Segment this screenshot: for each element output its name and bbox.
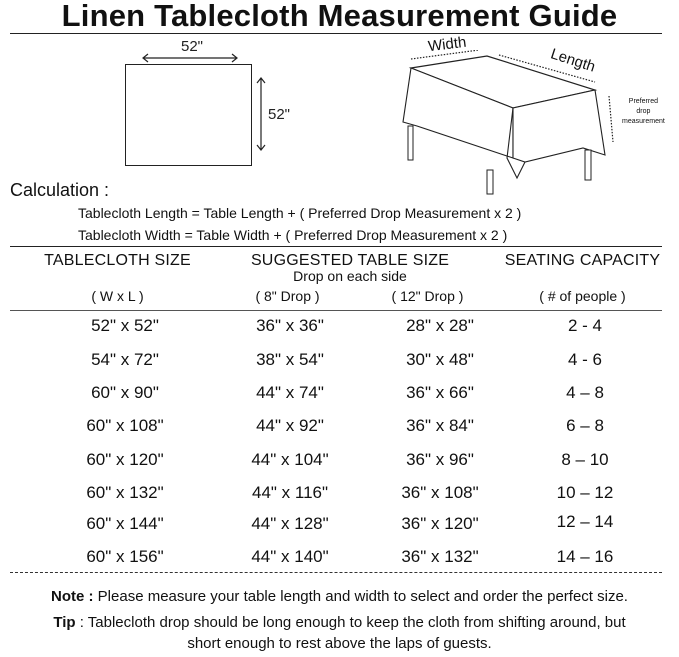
note-label: Note :	[51, 588, 94, 605]
header-suggested-size: SUGGESTED TABLE SIZE	[250, 252, 450, 269]
header-tablecloth-size: TABLECLOTH SIZE	[44, 252, 191, 269]
drop-label	[622, 97, 665, 127]
cell-seating: 8 – 10	[561, 450, 609, 469]
cell-seating: 4 - 6	[567, 350, 603, 369]
tip-label: Tip	[53, 614, 76, 631]
cell-size: 60" x 156"	[86, 547, 164, 566]
header-seating-capacity: SEATING CAPACITY	[504, 252, 661, 269]
cell-drop8: 44" x 140"	[251, 547, 329, 566]
note-line	[0, 586, 679, 608]
cell-drop8: 38" x 54"	[256, 350, 324, 369]
cell-size: 52" x 52"	[91, 316, 159, 335]
cell-drop12: 36" x 84"	[406, 416, 474, 435]
height-dimension-label: 52"	[268, 106, 291, 123]
cell-seating: 6 – 8	[566, 416, 604, 435]
cell-drop12: 36" x 108"	[401, 483, 479, 502]
cell-size: 60" x 108"	[86, 416, 164, 435]
cell-seating: 12 – 14	[556, 512, 614, 531]
cell-size: 60" x 132"	[86, 483, 164, 502]
cell-size: 54" x 72"	[91, 350, 159, 369]
cell-drop12: 30" x 48"	[406, 350, 474, 369]
header-size-sub: ( W x L )	[91, 288, 144, 304]
cell-seating: 2 - 4	[567, 316, 603, 335]
cell-drop8: 36" x 36"	[256, 316, 324, 335]
cell-drop8: 44" x 74"	[256, 383, 324, 402]
page-title: Linen Tablecloth Measurement Guide	[61, 0, 618, 33]
cell-size: 60" x 90"	[91, 383, 159, 402]
cell-size: 60" x 144"	[86, 514, 164, 533]
cell-drop8: 44" x 128"	[251, 514, 329, 533]
width-dimension-label: 52"	[181, 38, 204, 55]
width-arrow-icon	[140, 52, 240, 64]
header-drop12: ( 12" Drop )	[391, 288, 464, 304]
header-drop8: ( 8" Drop )	[255, 288, 320, 304]
drop-label-line1: Preferred	[628, 98, 658, 105]
table-top-divider	[10, 246, 662, 247]
cell-drop8: 44" x 92"	[256, 416, 324, 435]
cell-drop12: 36" x 120"	[401, 514, 479, 533]
cell-drop12: 36" x 132"	[401, 547, 479, 566]
tip-text: : Tablecloth drop should be long enough to keep the cloth from shifting around, but	[75, 614, 626, 631]
width-label: Width	[427, 33, 468, 56]
cell-drop8: 44" x 104"	[251, 450, 329, 469]
tip-line	[0, 612, 679, 634]
formula-width: Tablecloth Width = Table Width + ( Preferred Drop Measurement x 2 )	[78, 227, 508, 243]
cell-seating: 14 – 16	[556, 547, 614, 566]
drop-label-line3: measurement	[622, 118, 665, 125]
cell-size: 60" x 120"	[86, 450, 164, 469]
title-divider	[10, 33, 662, 34]
cell-seating: 10 – 12	[556, 483, 614, 502]
calculation-heading: Calculation :	[10, 180, 110, 200]
header-seating-sub: ( # of people )	[539, 288, 626, 304]
header-divider	[10, 310, 662, 311]
cell-drop8: 44" x 116"	[251, 483, 329, 502]
dashed-divider	[10, 572, 662, 573]
height-arrow-icon	[255, 76, 267, 152]
cell-seating: 4 – 8	[566, 383, 604, 402]
note-text: Please measure your table length and width to select and order the perfect size.	[93, 588, 628, 605]
formula-length: Tablecloth Length = Table Length + ( Preferred Drop Measurement x 2 )	[78, 205, 522, 221]
drop-label-line2: drop	[636, 108, 651, 115]
tablecloth-square	[125, 64, 252, 166]
cell-drop12: 36" x 66"	[406, 383, 474, 402]
cell-drop12: 28" x 28"	[406, 316, 474, 335]
length-label: Length	[548, 45, 598, 76]
header-drop-each-side: Drop on each side	[293, 268, 407, 284]
tip-line-2: short enough to rest above the laps of guests.	[187, 635, 492, 652]
cell-drop12: 36" x 96"	[406, 450, 474, 469]
